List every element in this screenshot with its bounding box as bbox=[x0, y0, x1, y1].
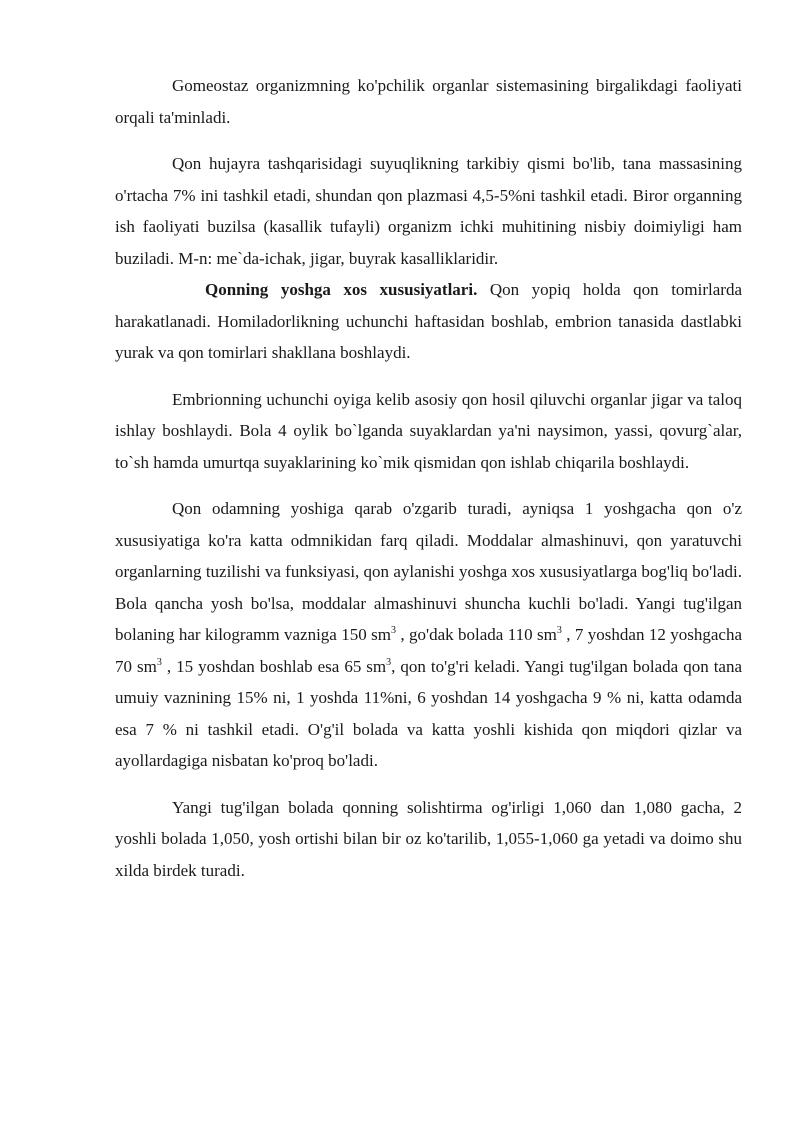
paragraph-text-part: , 15 yoshdan boshlab esa 65 sm bbox=[161, 656, 387, 676]
paragraph-text-part: Qon odamning yoshiga qarab o'zgarib turadi, ayniqsa 1 yoshgacha qon o'z xususiyatiga ko'ra katta odmnikidan farq qiladi. Moddalar almashinuvi, qon yaratuvchi organlarning tuzilishi va funksiyasi, qon aylanishi yoshga xos xususiyatlarga bog'liq bo'ladi. Bola qancha yosh bo'lsa, moddalar almashinuvi shuncha kuchli bo'ladi. Yangi tug'ilgan bolaning har kilogramm vazniga 150 sm bbox=[115, 499, 742, 644]
superscript: 3 bbox=[390, 625, 396, 636]
superscript: 3 bbox=[556, 625, 562, 636]
paragraph-qon-odamning bbox=[115, 493, 742, 777]
paragraph-text-part: , go'dak bolada 110 sm bbox=[395, 625, 557, 644]
document-page bbox=[115, 70, 742, 901]
section-heading: Qonning yoshga xos xususiyatlari. bbox=[205, 280, 478, 299]
superscript: 3 bbox=[156, 656, 162, 668]
paragraph-qonning-yoshga-xos bbox=[115, 274, 742, 369]
paragraph-qon-hujayra: Qon hujayra tashqarisidagi suyuqlikning tarkibiy qismi bo'lib, tana massasining o'rtacha 7% ini tashkil etadi, shundan qon plazmasi 4,5-5%ni tashkil etadi. Biror organning ish faoliyati buzilsa (kasallik tufayli) organizm ichki muhitining nisbiy doimiyligi ham buziladi. M-n: me`da-ichak, jigar, buyrak kasalliklaridir. bbox=[115, 154, 742, 268]
paragraph-solishtirma-ogirligi: Yangi tug'ilgan bolada qonning solishtirma og'irligi 1,060 dan 1,080 gacha, 2 yoshli bolada 1,050, yosh ortishi bilan bir oz ko'tarilib, 1,055-1,060 ga yetadi va doimo shu xilda birdek turadi. bbox=[115, 797, 742, 880]
paragraph-text-part: , 7 yoshdan 12 yoshgacha 70 sm bbox=[115, 625, 743, 676]
paragraph-gomeostaz: Gomeostaz organizmning ko'pchilik organlar sistemasining birgalikdagi faoliyati orqali ta'minladi. bbox=[115, 76, 742, 127]
paragraph-text-part: , qon to'g'ri keladi. Yangi tug'ilgan bolada qon tana umuiy vaznining 15% ni, 1 yoshda 11%ni, 6 yoshdan 14 yoshgacha 9 % ni, katta odamda esa 7 % ni tashkil etadi. O'g'il bolada va katta yoshli kishida qon miqdori qizlar va ayollardagiga nisbatan ko'proq bo'ladi. bbox=[115, 656, 743, 770]
paragraph-text: Qon yopiq holda qon tomirlarda harakatlanadi. Homiladorlikning uchunchi haftasidan boshlab, embrion tanasida dastlabki yurak va qon tomirlari shakllana boshlaydi. bbox=[115, 280, 742, 362]
paragraph-embrion: Embrionning uchunchi oyiga kelib asosiy qon hosil qiluvchi organlar jigar va taloq ishlay boshlaydi. Bola 4 oylik bo`lganda suyaklardan ya'ni naysimon, yassi, qovurg`alar, to`sh hamda umurtqa suyaklarining ko`mik qismidan qon ishlab chiqarila boshlaydi. bbox=[115, 389, 742, 472]
superscript: 3 bbox=[386, 656, 392, 668]
